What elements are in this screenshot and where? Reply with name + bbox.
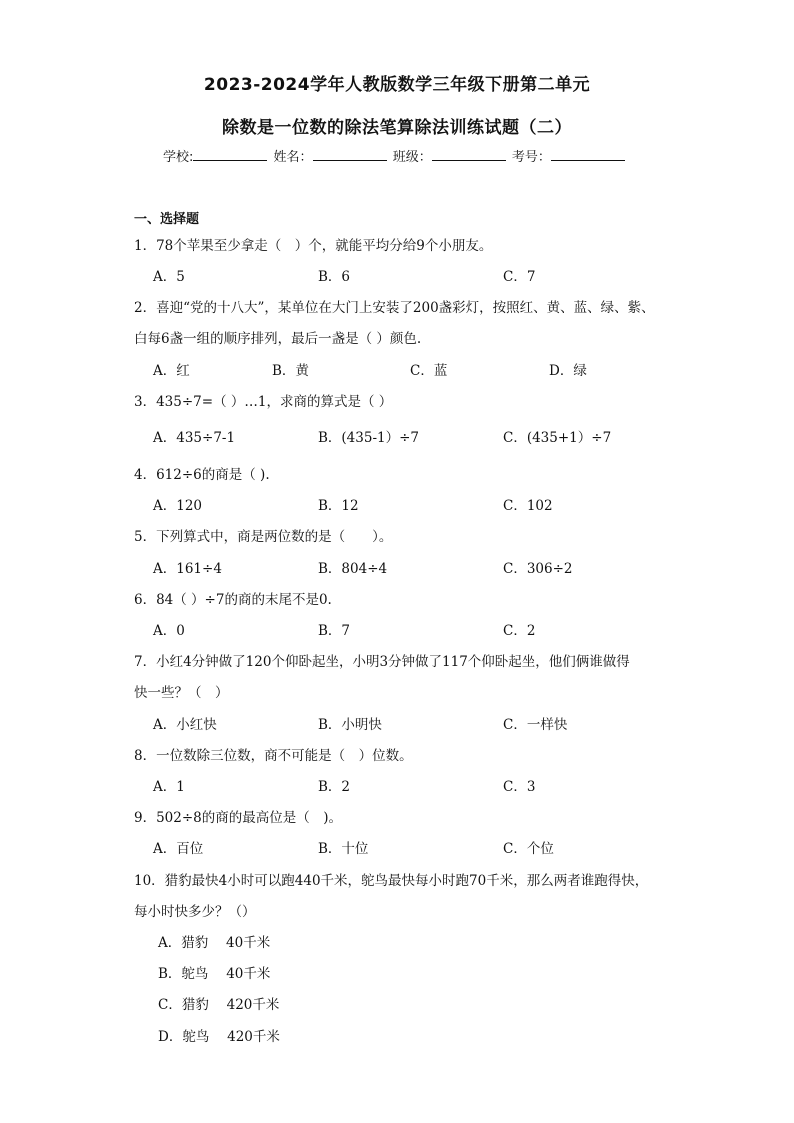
q5-option-b: B．804÷4 — [318, 561, 388, 577]
q7-option-a: A．小红快 — [153, 717, 217, 733]
question-7-line1: 7．小红4分钟做了120个仰卧起坐，小明3分钟做了117个仰卧起坐，他们俩谁做得 — [134, 654, 630, 670]
q1-option-c: C．7 — [503, 269, 536, 285]
name-label: 姓名： — [273, 150, 313, 165]
q10-option-b: B．鸵鸟 40千米 — [158, 966, 271, 982]
q4-option-c: C．102 — [503, 498, 553, 514]
q3-option-b: B．(435-1）÷7 — [318, 430, 420, 446]
question-5: 5．下列算式中，商是两位数的是（ ）。 — [134, 529, 393, 545]
question-1: 1．78个苹果至少拿走（ ）个，就能平均分给9个小朋友。 — [134, 238, 493, 254]
q10-option-a: A．猎豹 40千米 — [158, 935, 271, 951]
q1-option-a: A．5 — [153, 269, 185, 285]
q5-option-c: C．306÷2 — [503, 561, 573, 577]
q2-option-a: A．红 — [153, 363, 190, 379]
school-blank[interactable] — [193, 148, 267, 161]
section-title: 一、选择题 — [134, 212, 200, 227]
q3-option-c: C．(435+1）÷7 — [503, 430, 612, 446]
q2-option-d: D．绿 — [549, 363, 587, 379]
q6-option-c: C．2 — [503, 623, 536, 639]
school-label: 学校: — [163, 150, 194, 165]
q9-option-a: A．百位 — [153, 841, 204, 857]
q5-option-a: A．161÷4 — [153, 561, 222, 577]
q9-option-c: C．个位 — [503, 841, 554, 857]
q6-option-a: A．0 — [153, 623, 185, 639]
class-blank[interactable] — [432, 148, 506, 161]
question-2-line2: 白每6盏一组的顺序排列，最后一盏是（ ）颜色. — [134, 331, 422, 347]
question-10-line1: 10．猎豹最快4小时可以跑440千米，鸵鸟最快每小时跑70千米，那么两者谁跑得快， — [134, 873, 649, 889]
student-info-row — [163, 146, 627, 165]
q8-option-c: C．3 — [503, 779, 536, 795]
q4-option-a: A．120 — [153, 498, 203, 514]
question-2-line1: 2．喜迎“党的十八大”，某单位在大门上安装了200盏彩灯，按照红、黄、蓝、绿、紫、 — [134, 300, 655, 316]
question-10-line2: 每小时快多少？（） — [134, 904, 256, 920]
page-title-line2: 除数是一位数的除法笔算除法训练试题（二） — [222, 118, 572, 138]
question-8: 8．一位数除三位数，商不可能是（ ）位数。 — [134, 748, 413, 764]
exam-number-blank[interactable] — [551, 148, 625, 161]
q1-option-b: B．6 — [318, 269, 351, 285]
q2-option-b: B．黄 — [272, 363, 309, 379]
q4-option-b: B．12 — [318, 498, 359, 514]
exam-number-label: 考号： — [511, 150, 551, 165]
question-3: 3．435÷7=（ ）…1，求商的算式是（ ） — [134, 394, 393, 410]
class-label: 班级： — [392, 150, 432, 165]
q7-option-c: C．一样快 — [503, 717, 568, 733]
question-7-line2: 快一些？（ ） — [134, 685, 229, 701]
q9-option-b: B．十位 — [318, 841, 369, 857]
q7-option-b: B．小明快 — [318, 717, 382, 733]
q10-option-d: D．鸵鸟 420千米 — [158, 1029, 280, 1045]
q3-option-a: A．435÷7-1 — [153, 430, 236, 446]
q8-option-b: B．2 — [318, 779, 351, 795]
name-blank[interactable] — [313, 148, 387, 161]
q8-option-a: A．1 — [153, 779, 185, 795]
page-title-line1: 2023-2024学年人教版数学三年级下册第二单元 — [203, 75, 591, 95]
question-4: 4．612÷6的商是（ ). — [134, 467, 270, 483]
q2-option-c: C．蓝 — [410, 363, 448, 379]
q10-option-c: C．猎豹 420千米 — [158, 997, 280, 1013]
q6-option-b: B．7 — [318, 623, 351, 639]
question-6: 6．84（ ）÷7的商的末尾不是0. — [134, 592, 332, 608]
question-9: 9．502÷8的商的最高位是（ )。 — [134, 810, 343, 826]
